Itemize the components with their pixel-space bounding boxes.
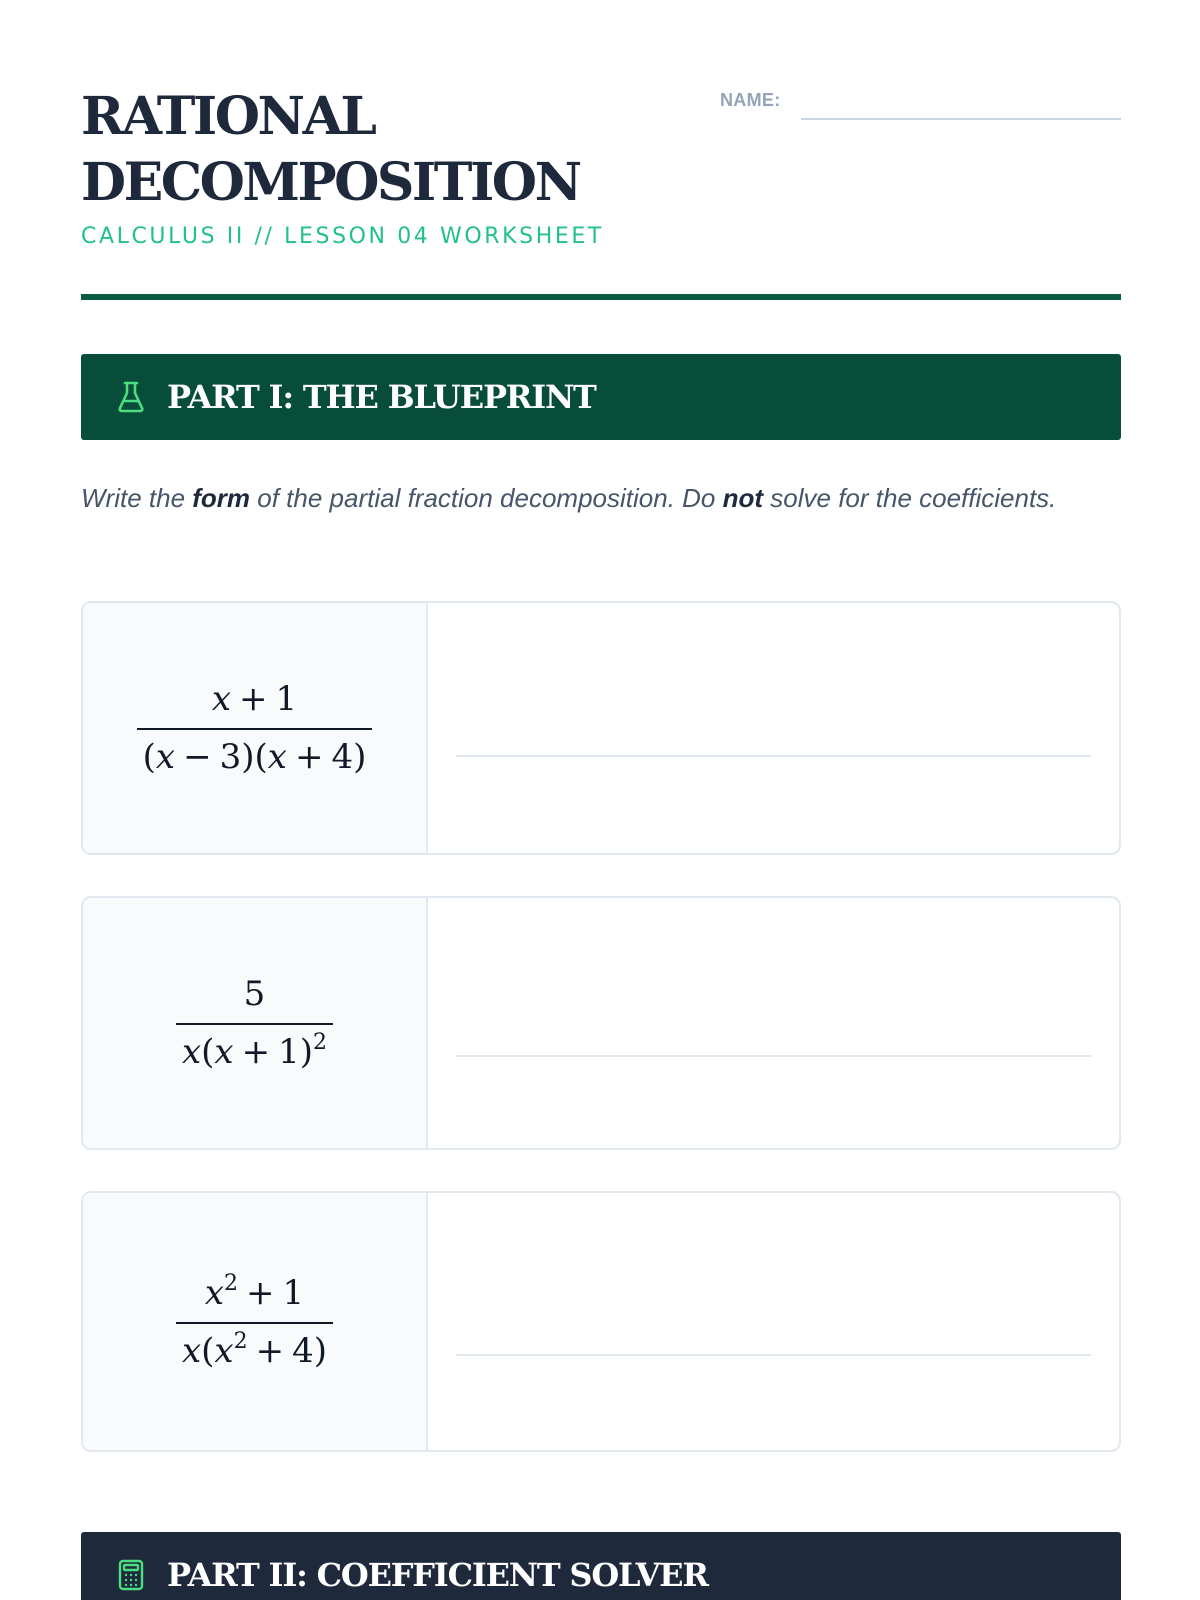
problem-3-answer-area[interactable] [428, 1193, 1119, 1450]
name-label: NAME: [720, 90, 781, 110]
flask-icon [117, 380, 145, 414]
instructions-text-1: Write the [81, 483, 193, 513]
worksheet-header [81, 0, 1121, 300]
part-1-header [81, 354, 1121, 440]
name-write-line[interactable] [801, 118, 1121, 120]
problem-2-numerator: 5 [243, 974, 266, 1014]
problem-card-3 [81, 1191, 1121, 1452]
problem-3-numerator: $x^2 + 1$ [204, 1270, 305, 1313]
problem-1-answer-area[interactable] [428, 603, 1119, 853]
instructions-text-3: solve for the coefficients. [763, 483, 1057, 513]
problem-1-fraction [137, 675, 373, 781]
problem-2-answer-line[interactable] [456, 1055, 1091, 1057]
problem-1-answer-line[interactable] [456, 755, 1091, 757]
problem-3-fraction [176, 1269, 333, 1375]
problem-3-expression [83, 1193, 428, 1450]
title-line-1: RATIONAL [81, 86, 375, 147]
problem-1-expression [83, 603, 428, 853]
problem-3-denominator: $x(x^2 + 4)$ [181, 1328, 328, 1371]
problem-1-denominator: (x − 3)(x + 4) [142, 737, 367, 777]
part-1-instructions [81, 478, 1081, 518]
fraction-bar [176, 1023, 333, 1025]
part-2-header [81, 1532, 1121, 1600]
instructions-text-2: of the partial fraction decomposition. Do [250, 483, 723, 513]
fraction-bar [137, 728, 373, 730]
page-subtitle: CALCULUS II // LESSON 04 WORKSHEET [81, 224, 604, 249]
problem-2-expression [83, 898, 428, 1148]
instructions-emphasis-not: not [722, 483, 764, 513]
problem-1-numerator: x + 1 [211, 679, 298, 719]
title-line-2: DECOMPOSITION [81, 152, 580, 213]
problem-2-fraction [176, 970, 333, 1076]
name-field[interactable] [720, 88, 1121, 122]
instructions-emphasis-form: form [192, 483, 251, 513]
page-title [81, 84, 580, 216]
problem-card-2 [81, 896, 1121, 1150]
header-divider [81, 294, 1121, 300]
worksheet-page [81, 0, 1121, 1594]
fraction-bar [176, 1322, 333, 1324]
calculator-icon [117, 1558, 145, 1592]
part-1-title: PART I: THE BLUEPRINT [167, 378, 596, 416]
problem-2-answer-area[interactable] [428, 898, 1119, 1148]
part-2-title: PART II: COEFFICIENT SOLVER [167, 1556, 708, 1594]
problem-2-denominator: $x(x + 1)^2$ [181, 1030, 328, 1072]
problem-3-answer-line[interactable] [456, 1354, 1091, 1356]
problem-card-1 [81, 601, 1121, 855]
